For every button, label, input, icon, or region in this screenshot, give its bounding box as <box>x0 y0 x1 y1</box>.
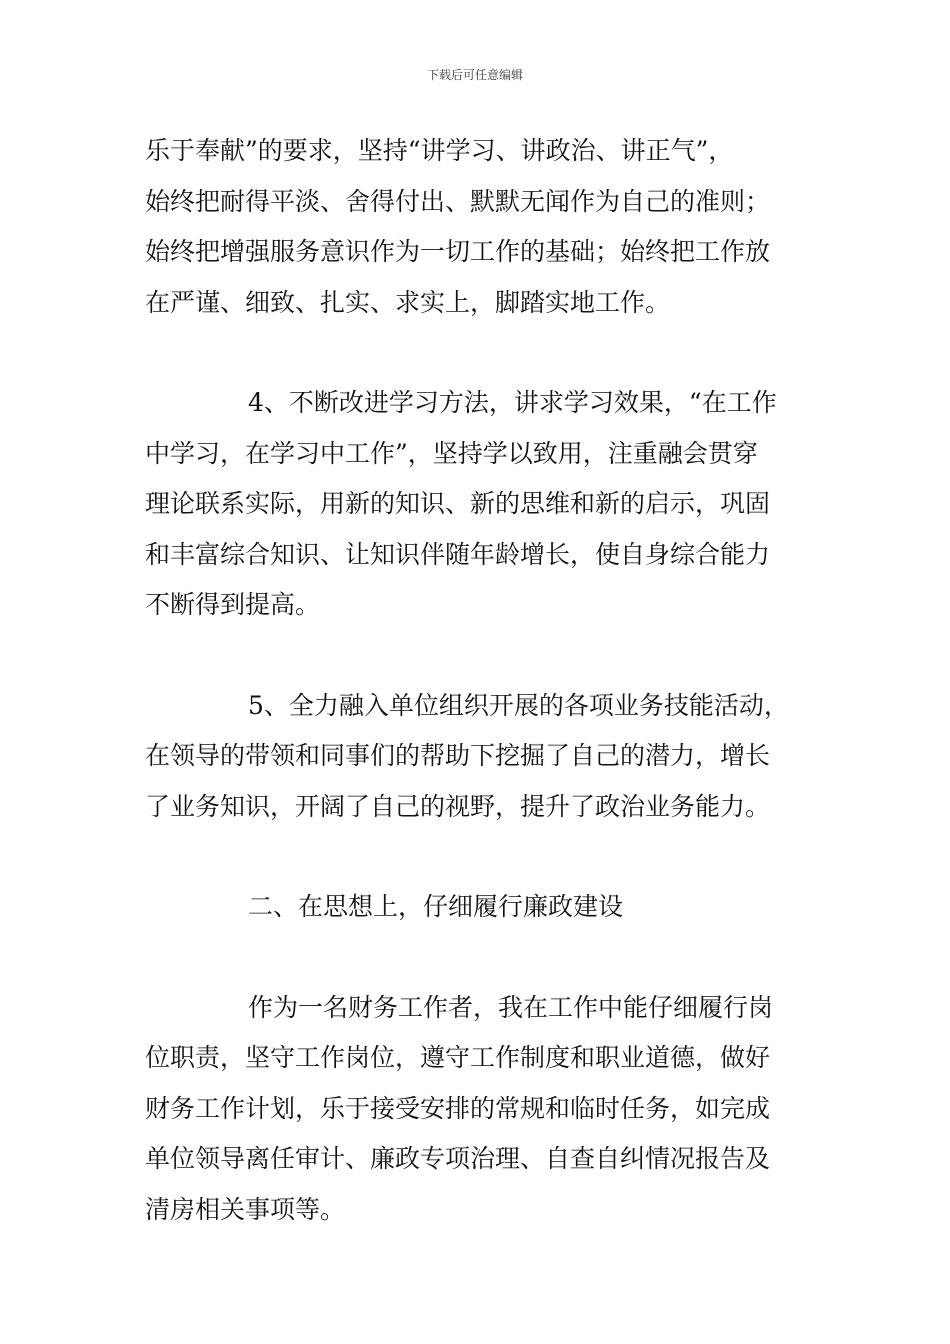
text-line: 单位领导离任审计、廉政专项治理、自查自纠情况报告及 <box>145 1144 771 1173</box>
text-line: 在严谨、细致、扎实、求实上，脚踏实地工作。 <box>145 287 671 317</box>
section-heading <box>145 882 810 933</box>
text-line: 在领导的带领和同事们的帮助下挖掘了自己的潜力，增长 <box>145 741 771 770</box>
text-line: 和丰富综合知识、让知识伴随年龄增长，使自身综合能力 <box>145 539 771 569</box>
text-line: 4、不断改进学习方法，讲求学习效果，“在工作 <box>248 388 777 417</box>
paragraph-item-5 <box>145 681 810 833</box>
text-line: 始终把增强服务意识作为一切工作的基础；始终把工作放 <box>145 237 771 266</box>
text-line: 不断得到提高。 <box>145 590 321 619</box>
text-line: 位职责，坚守工作岗位，遵守工作制度和职业道德，做好 <box>145 1043 771 1072</box>
text-line: 乐于奉献”的要求，坚持“讲学习、讲政治、讲正气”， <box>145 136 734 165</box>
paragraph-continuation <box>145 126 810 328</box>
paragraph-item-4 <box>145 378 810 631</box>
text-line: 清房相关事项等。 <box>145 1194 346 1224</box>
paragraph-spacer <box>145 832 810 882</box>
text-line: 理论联系实际，用新的知识、新的思维和新的启示，巩固 <box>145 489 771 518</box>
paragraph-spacer <box>145 631 810 681</box>
text-line: 作为一名财务工作者，我在工作中能仔细履行岗 <box>248 992 774 1022</box>
text-line: 财务工作计划，乐于接受安排的常规和临时任务，如完成 <box>145 1093 771 1123</box>
text-line: 5、全力融入单位组织开展的各项业务技能活动， <box>248 690 789 720</box>
page-header: 下载后可任意编辑 <box>426 68 523 82</box>
text-line: 了业务知识，开阔了自己的视野，提升了政治业务能力。 <box>145 791 771 821</box>
text-line: 始终把耐得平淡、舍得付出、默默无闻作为自己的准则； <box>145 186 771 216</box>
text-line: 中学习，在学习中工作”，坚持学以致用，注重融会贯穿 <box>145 438 758 468</box>
paragraph-spacer <box>145 933 810 983</box>
paragraph-spacer <box>145 328 810 378</box>
paragraph-finance <box>145 983 810 1236</box>
heading-line: 二、在思想上，仔细履行廉政建设 <box>248 892 624 921</box>
document-body <box>145 126 810 1235</box>
